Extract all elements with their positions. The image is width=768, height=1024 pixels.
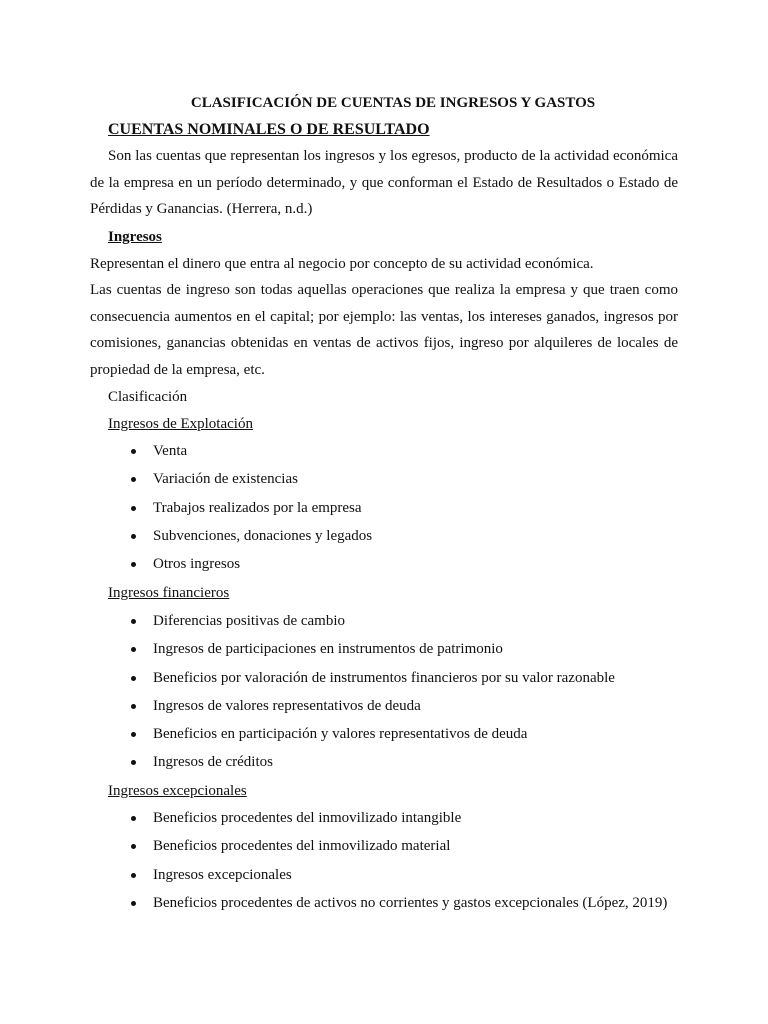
clasificacion-label: Clasificación	[108, 389, 188, 405]
list-item-text: Trabajos realizados por la empresa	[153, 499, 362, 516]
intro-paragraph	[90, 143, 678, 223]
group-heading-excepcionales: Ingresos excepcionales	[108, 783, 247, 799]
list-item-text: Diferencias positivas de cambio	[153, 613, 346, 629]
list-item-text: Ingresos de participaciones en instrumentos de patrimonio	[153, 641, 503, 658]
list-item-text: Ingresos de créditos	[153, 754, 273, 771]
list-item-text: Beneficios procedentes del inmovilizado material	[153, 838, 451, 855]
ingresos-heading: Ingresos	[108, 229, 162, 245]
bullet-icon	[131, 506, 136, 511]
ingresos-description: Las cuentas de ingreso son todas aquellas operaciones que realiza la empresa y que traen como consecuencia aumentos en el capital; por ejemplo: las ventas, los intereses ganados, ingresos por comisiones, ganancias obtenidas en ventas de activos fijos, ingreso por alquileres de locales de propiedad de la empresa, etc.	[90, 282, 678, 378]
bullet-icon	[131, 873, 136, 878]
bullet-icon	[131, 901, 136, 906]
list-item-text: Variación de existencias	[153, 471, 298, 488]
intro-text: Son las cuentas que representan los ingresos y los egresos, producto de la actividad económica de la empresa en un período determinado, y que conforman el Estado de Resultados o Estado de Pérdidas y Ganancias. (Herrera, n.d.)	[90, 148, 678, 217]
ingresos-definition: Representan el dinero que entra al negocio por concepto de su actividad económica.	[90, 256, 594, 272]
bullet-icon	[131, 760, 136, 765]
list-item-text: Beneficios procedentes del inmovilizado intangible	[153, 810, 462, 826]
section-heading: CUENTAS NOMINALES O DE RESULTADO	[108, 121, 430, 138]
bullet-icon	[131, 619, 136, 624]
list-item-text: Otros ingresos	[153, 556, 241, 573]
bullet-icon	[131, 477, 136, 482]
bullet-icon	[131, 647, 136, 652]
list-item-text: Ingresos de valores representativos de deuda	[153, 697, 421, 714]
document-title: CLASIFICACIÓN DE CUENTAS DE INGRESOS Y GASTOS	[190, 95, 596, 111]
group-heading-explotacion: Ingresos de Explotación	[108, 416, 253, 432]
bullet-icon	[131, 562, 136, 567]
list-item-text: Beneficios procedentes de activos no corrientes y gastos excepcionales (López, 2019)	[153, 894, 668, 911]
group-heading-financieros: Ingresos financieros	[108, 585, 230, 601]
bullet-icon	[131, 449, 136, 454]
bullet-icon	[131, 676, 136, 681]
bullet-icon	[131, 844, 136, 849]
list-item-text: Subvenciones, donaciones y legados	[153, 527, 373, 544]
bullet-icon	[131, 732, 136, 737]
bullet-icon	[131, 816, 136, 821]
list-item-text: Ingresos excepcionales	[153, 866, 292, 883]
list-item-text: Beneficios en participación y valores representativos de deuda	[153, 726, 528, 743]
list-item-text: Beneficios por valoración de instrumentos financieros por su valor razonable	[153, 669, 615, 686]
bullet-icon	[131, 704, 136, 709]
list-item-text: Venta	[153, 443, 188, 459]
bullet-icon	[131, 534, 136, 539]
